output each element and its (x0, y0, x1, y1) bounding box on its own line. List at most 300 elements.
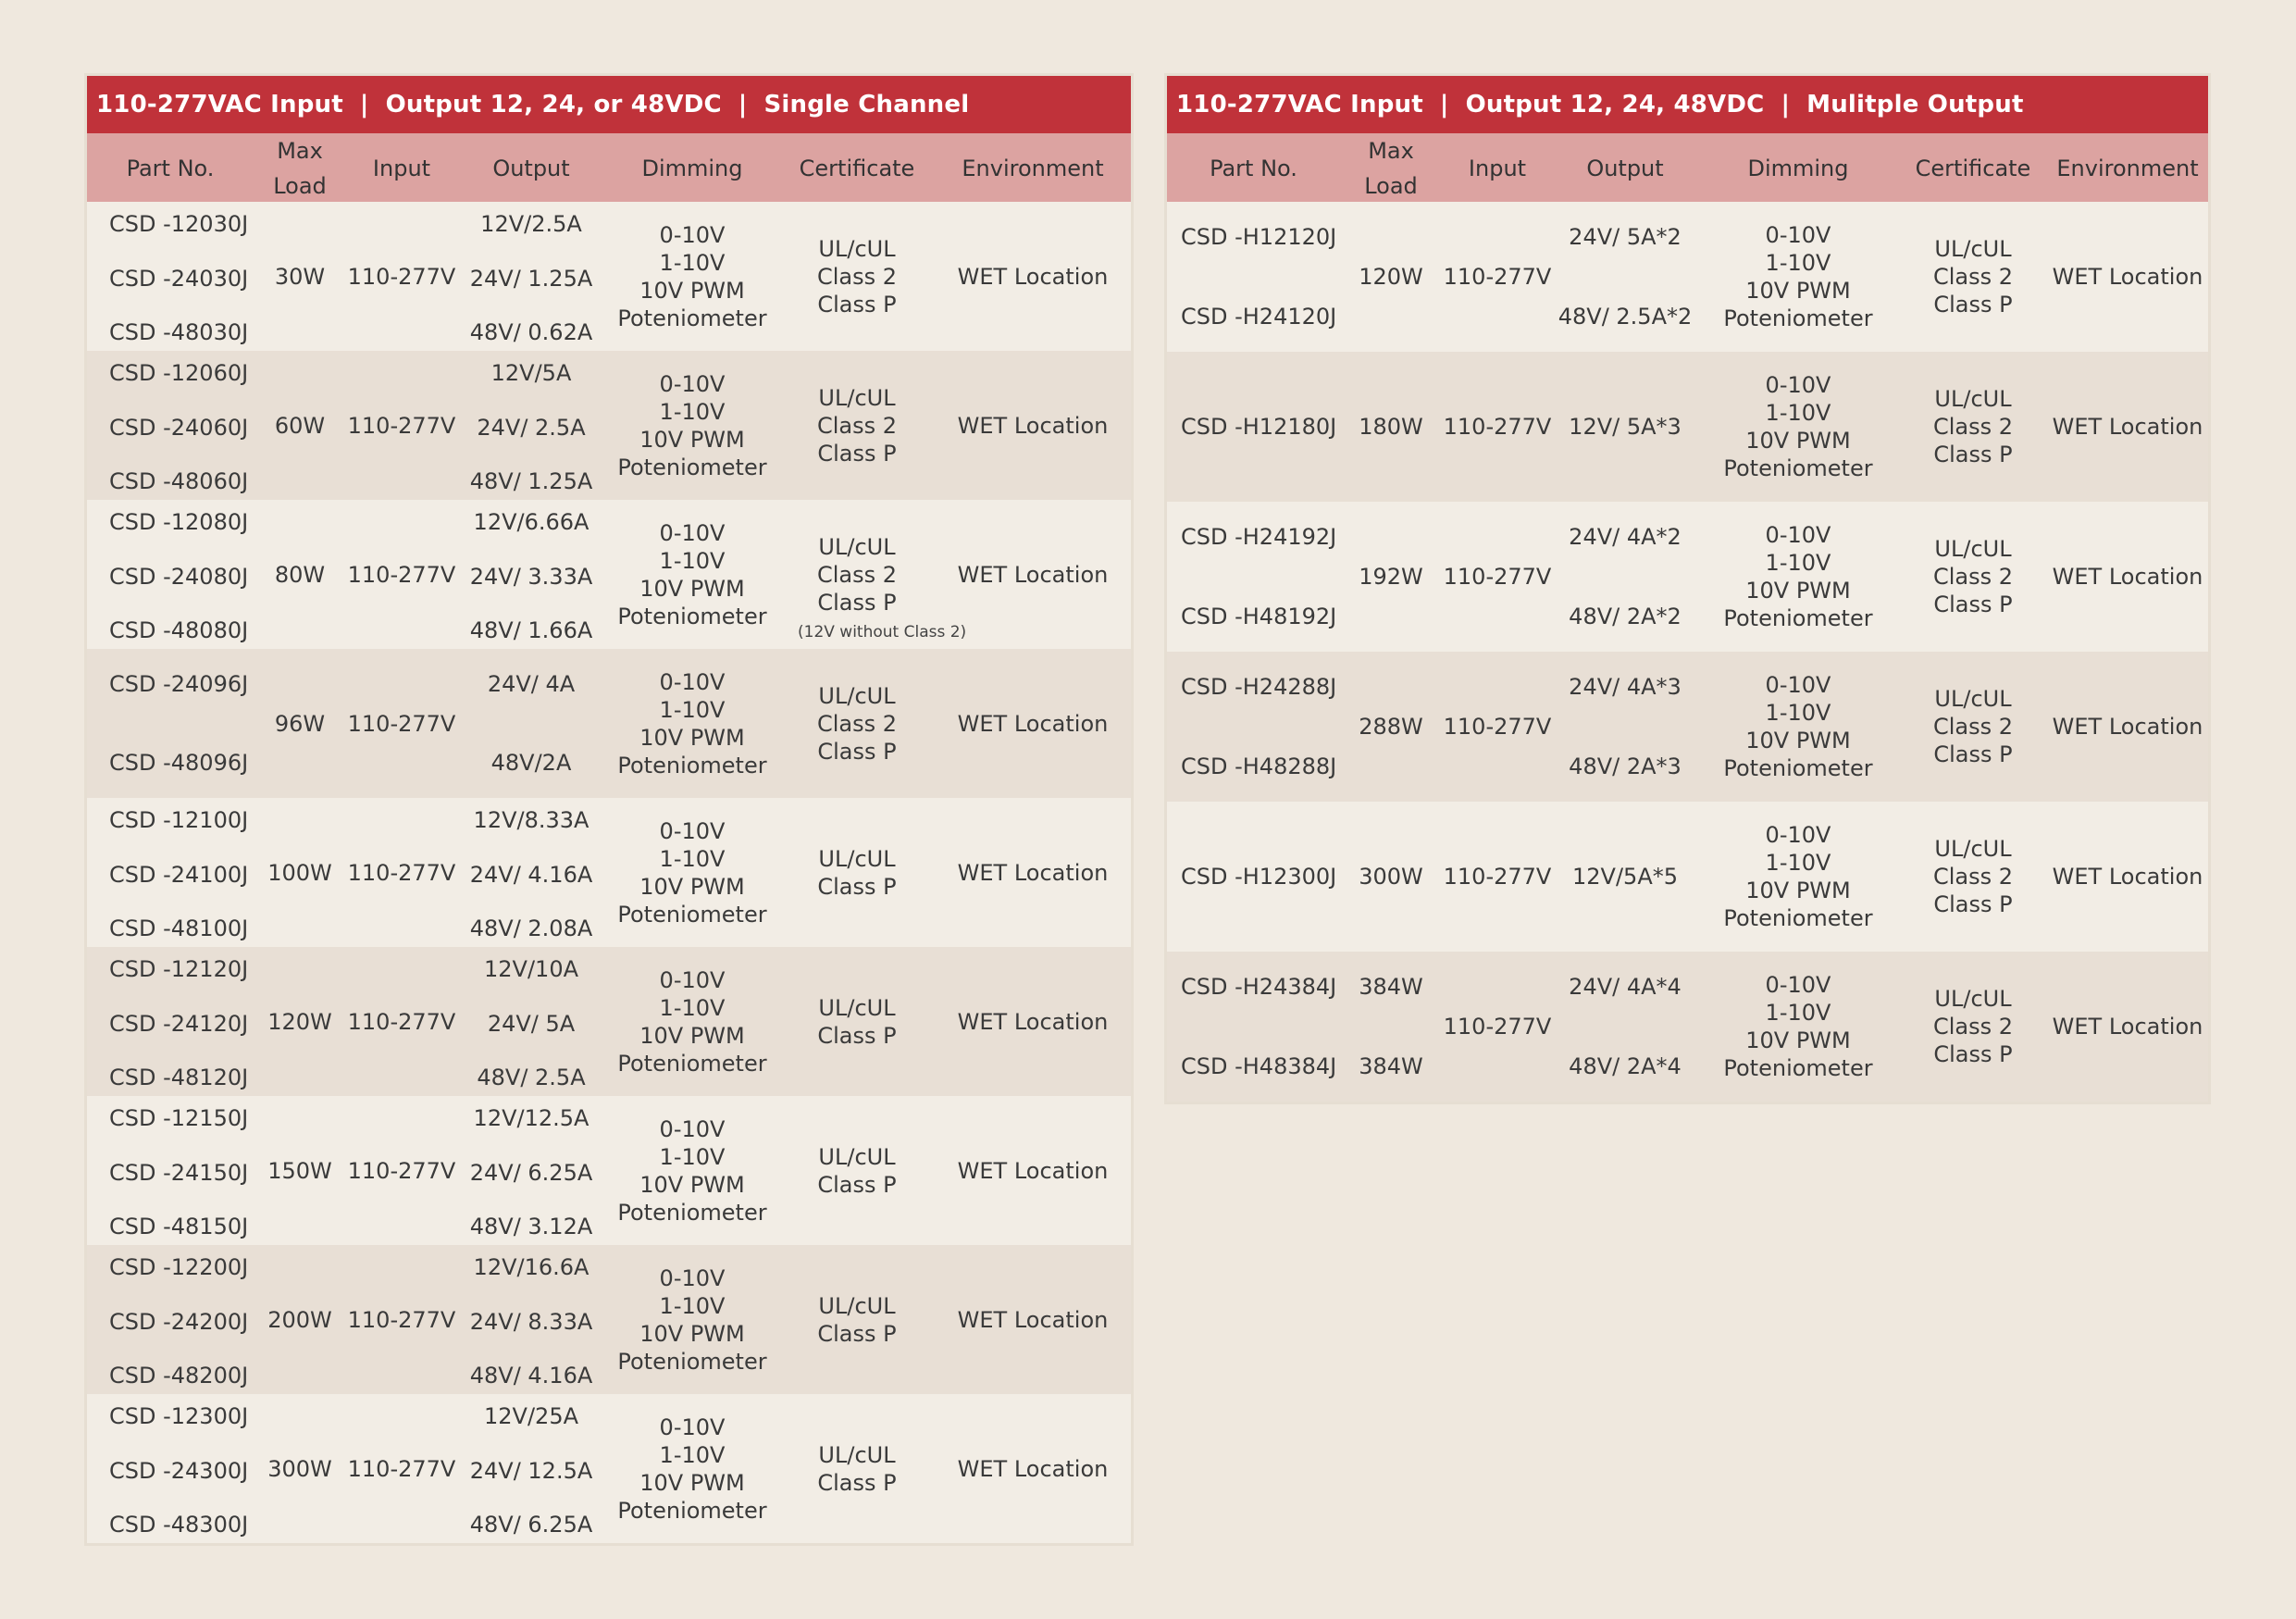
header-output (1553, 151, 1697, 186)
certificate-item: Class 2 (1932, 564, 2014, 590)
header-output-line: Output (492, 156, 570, 181)
part-number-cell (1167, 652, 1340, 802)
product-group-row (87, 1394, 1131, 1543)
environment-rating: WET Location (2052, 1014, 2203, 1040)
title-output-spec: Output 12, 24, or 48VDC (385, 91, 722, 118)
output-rating: 48V/ 1.25A (469, 468, 593, 494)
max-load: 150W (267, 1157, 332, 1184)
certificate-item: Class P (817, 738, 897, 765)
dimming-option: 10V PWM (1745, 878, 1851, 903)
part-number: CSD -48096J (109, 750, 249, 776)
max-load: 100W (267, 859, 332, 886)
part-number-cell (1167, 202, 1340, 352)
part-number-cell (87, 202, 254, 351)
output-rating: 48V/ 3.12A (469, 1214, 593, 1239)
dimming-option: 0-10V (659, 1115, 726, 1142)
dimming-option: 10V PWM (639, 1171, 745, 1198)
dimming-option: 1-10V (659, 249, 726, 276)
part-number-cell (1167, 352, 1340, 502)
dimming-option: Poteniometer (617, 1050, 767, 1077)
output-cell (1553, 802, 1697, 952)
output-cell (457, 947, 605, 1096)
input-voltage: 110-277V (347, 1157, 456, 1184)
dimming-option: Poteniometer (1723, 305, 1873, 331)
certificate-item: Class 2 (1932, 264, 2014, 290)
input-voltage: 110-277V (347, 859, 456, 886)
certificate-item: UL/cUL (818, 1292, 896, 1319)
output-rating: 48V/2A (490, 750, 572, 776)
certificate-cell (779, 1441, 935, 1497)
max-load: 60W (274, 412, 326, 439)
environment-rating: WET Location (2052, 864, 2203, 890)
dimming-cell (605, 370, 779, 481)
output-rating: 48V/ 2A*4 (1569, 1053, 1682, 1079)
dimming-option: 1-10V (1765, 850, 1831, 876)
dimming-option: 1-10V (659, 696, 726, 723)
certificate-item: Class P (1933, 891, 2013, 917)
part-number: CSD -H12120J (1181, 224, 1337, 250)
header-max-load-line: Load (1364, 173, 1418, 199)
header-part-no-line: Part No. (126, 156, 215, 181)
header-max-load-line: Load (273, 173, 327, 199)
header-max-load-line: Max (1368, 138, 1414, 164)
output-rating: 24V/ 4A*2 (1569, 524, 1682, 550)
part-number: CSD -H24288J (1181, 674, 1337, 700)
environment-rating: WET Location (957, 710, 1109, 737)
certificate-cell (779, 1143, 935, 1199)
dimming-option: 0-10V (659, 1414, 726, 1440)
part-number: CSD -12100J (109, 807, 249, 833)
part-number: CSD -24150J (109, 1159, 249, 1186)
certificate-item: UL/cUL (818, 235, 896, 262)
output-rating: 24V/ 12.5A (469, 1457, 593, 1484)
dimming-option: 0-10V (1765, 672, 1831, 698)
part-number-cell (1167, 952, 1340, 1102)
input-voltage: 110-277V (347, 263, 456, 290)
part-number: CSD -48100J (109, 915, 249, 941)
product-group-row (1167, 952, 2208, 1102)
max-load: 288W (1359, 714, 1423, 740)
title-input-spec: 110-277VAC Input (96, 91, 343, 118)
part-number: CSD -24200J (109, 1308, 249, 1335)
header-dimming (1697, 151, 1899, 186)
dimming-option: 1-10V (659, 845, 726, 872)
product-group-row (87, 351, 1131, 500)
dimming-cell (1697, 971, 1899, 1082)
output-cell (1553, 952, 1697, 1102)
part-number: CSD -24096J (109, 671, 249, 697)
output-rating: 48V/ 6.25A (469, 1512, 593, 1538)
part-number: CSD -48080J (109, 617, 249, 643)
header-environment-line: Environment (2056, 156, 2199, 181)
title-output-spec: Output 12, 24, 48VDC (1465, 91, 1765, 118)
part-number: CSD -12120J (109, 956, 249, 982)
table-body (87, 202, 1131, 1543)
output-rating: 12V/2.5A (480, 211, 582, 237)
product-group-row (87, 947, 1131, 1096)
certificate-item: Class 2 (816, 710, 898, 737)
part-number-cell (87, 1096, 254, 1245)
dimming-option: 0-10V (1765, 822, 1831, 848)
certificate-item: UL/cUL (1934, 386, 2012, 412)
max-load: 384W (1359, 1053, 1423, 1079)
table-body (1167, 202, 2208, 1102)
dimming-option: 1-10V (1765, 250, 1831, 276)
environment-rating: WET Location (2052, 564, 2203, 590)
certificate-cell (779, 682, 935, 766)
product-group-row (1167, 352, 2208, 502)
max-load: 300W (1359, 864, 1423, 890)
output-rating: 24V/ 4A (487, 671, 576, 697)
dimming-option: Poteniometer (617, 901, 767, 928)
single-channel-table (87, 76, 1131, 1543)
title-channel-type: Mulitple Output (1806, 91, 2024, 118)
output-rating: 24V/ 4A*3 (1569, 674, 1682, 700)
output-rating: 12V/12.5A (473, 1105, 590, 1131)
product-group-row (87, 798, 1131, 947)
output-rating: 12V/ 5A*3 (1569, 414, 1682, 440)
header-input (1442, 151, 1553, 186)
dimming-option: Poteniometer (617, 454, 767, 480)
output-rating: 24V/ 4.16A (469, 861, 593, 888)
product-group-row (1167, 502, 2208, 652)
environment-rating: WET Location (957, 859, 1109, 886)
output-rating: 48V/ 0.62A (469, 319, 593, 345)
dimming-option: 10V PWM (1745, 1027, 1851, 1053)
dimming-option: 1-10V (659, 398, 726, 425)
dimming-option: 0-10V (1765, 972, 1831, 998)
certificate-item: UL/cUL (1934, 686, 2012, 712)
product-group-row (87, 1245, 1131, 1394)
dimming-cell (605, 221, 779, 332)
product-group-row (87, 1096, 1131, 1245)
certificate-cell (1899, 835, 2047, 918)
dimming-option: 0-10V (659, 966, 726, 993)
column-header-row (87, 133, 1131, 202)
dimming-cell (1697, 671, 1899, 782)
dimming-option: 0-10V (659, 370, 726, 397)
environment-rating: WET Location (2052, 264, 2203, 290)
dimming-option: Poteniometer (1723, 755, 1873, 781)
max-load: 192W (1359, 564, 1423, 590)
environment-rating: WET Location (957, 1008, 1109, 1035)
input-voltage: 110-277V (347, 412, 456, 439)
dimming-option: 1-10V (659, 1441, 726, 1468)
part-number: CSD -48150J (109, 1214, 249, 1239)
title-channel-type: Single Channel (763, 91, 970, 118)
header-max-load (1340, 133, 1442, 204)
dimming-cell (605, 668, 779, 779)
dimming-option: 1-10V (1765, 400, 1831, 426)
header-max-load (254, 133, 346, 204)
output-rating: 24V/ 5A (487, 1010, 576, 1037)
output-cell (1553, 352, 1697, 502)
dimming-cell (605, 1264, 779, 1376)
part-number: CSD -12150J (109, 1105, 249, 1131)
dimming-option: 0-10V (659, 221, 726, 248)
dimming-cell (1697, 521, 1899, 632)
dimming-option: 10V PWM (1745, 728, 1851, 753)
part-number-cell (87, 798, 254, 947)
input-voltage: 110-277V (1443, 264, 1552, 290)
header-output (457, 151, 605, 186)
certificate-item: Class 2 (1932, 1014, 2014, 1040)
output-rating: 48V/ 2.5A (477, 1065, 586, 1090)
dimming-option: 10V PWM (639, 426, 745, 453)
product-group-row (87, 202, 1131, 351)
part-number: CSD -24120J (109, 1010, 249, 1037)
certificate-cell (1899, 685, 2047, 768)
output-rating: 48V/ 2.08A (469, 915, 593, 941)
certificate-item: Class 2 (1932, 714, 2014, 740)
output-cell (457, 649, 605, 798)
header-part-no (87, 151, 254, 186)
part-number-cell (87, 947, 254, 1096)
environment-rating: WET Location (957, 412, 1109, 439)
dimming-option: 1-10V (1765, 1000, 1831, 1026)
dimming-option: Poteniometer (1723, 905, 1873, 931)
certificate-item: Class P (1933, 292, 2013, 318)
dimming-cell (605, 1115, 779, 1227)
dimming-option: Poteniometer (617, 603, 767, 629)
product-group-row (87, 500, 1131, 649)
part-number: CSD -H24120J (1181, 304, 1337, 330)
dimming-cell (605, 817, 779, 928)
part-number: CSD -H12180J (1181, 414, 1337, 440)
output-rating: 12V/5A (490, 360, 572, 386)
header-dimming-line: Dimming (641, 156, 743, 181)
certificate-item: UL/cUL (818, 682, 896, 709)
output-rating: 24V/ 5A*2 (1569, 224, 1682, 250)
output-rating: 12V/6.66A (473, 509, 590, 535)
dimming-option: 1-10V (659, 1292, 726, 1319)
certificate-cell (779, 994, 935, 1050)
output-rating: 24V/ 6.25A (469, 1159, 593, 1186)
part-number: CSD -24080J (109, 563, 249, 590)
dimming-option: 0-10V (659, 519, 726, 546)
output-rating: 12V/25A (484, 1403, 578, 1429)
certificate-item: UL/cUL (818, 1441, 896, 1468)
output-rating: 48V/ 1.66A (469, 617, 593, 643)
output-cell (457, 1096, 605, 1245)
part-number-cell (87, 351, 254, 500)
part-number: CSD -48030J (109, 319, 249, 345)
part-number: CSD -12200J (109, 1254, 249, 1280)
max-load: 300W (267, 1455, 332, 1482)
certificate-item: UL/cUL (818, 384, 896, 411)
certificate-item: Class 2 (816, 561, 898, 588)
table-title-bar (87, 76, 1131, 133)
output-rating: 24V/ 4A*4 (1569, 974, 1682, 1000)
part-number: CSD -H48192J (1181, 604, 1337, 629)
output-rating: 24V/ 3.33A (469, 563, 593, 590)
dimming-option: Poteniometer (1723, 1055, 1873, 1081)
multiple-output-table (1167, 76, 2208, 1102)
part-number: CSD -12080J (109, 509, 249, 535)
certificate-item: UL/cUL (818, 533, 896, 560)
part-number: CSD -H24384J (1181, 974, 1337, 1000)
part-number: CSD -12300J (109, 1403, 249, 1429)
dimming-option: 1-10V (1765, 550, 1831, 576)
certificate-item: UL/cUL (1934, 236, 2012, 262)
certificate-item: Class P (817, 1022, 897, 1049)
input-voltage: 110-277V (1443, 1014, 1552, 1040)
max-load: 96W (274, 710, 326, 737)
part-number: CSD -48200J (109, 1363, 249, 1389)
part-number: CSD -H48288J (1181, 753, 1337, 779)
dimming-option: Poteniometer (617, 305, 767, 331)
output-rating: 48V/ 2A*2 (1569, 604, 1682, 629)
dimming-cell (605, 966, 779, 1077)
dimming-option: 1-10V (659, 994, 726, 1021)
input-voltage: 110-277V (347, 1008, 456, 1035)
output-rating: 48V/ 2A*3 (1569, 753, 1682, 779)
environment-rating: WET Location (957, 263, 1109, 290)
header-input-line: Input (372, 156, 431, 181)
certificate-item: Class P (1933, 1041, 2013, 1067)
header-part-no-line: Part No. (1210, 156, 1297, 181)
dimming-option: 0-10V (1765, 222, 1831, 248)
dimming-option: 10V PWM (639, 575, 745, 602)
title-separator: | (1439, 91, 1449, 118)
header-dimming (605, 151, 779, 186)
part-number: CSD -48120J (109, 1065, 249, 1090)
dimming-option: Poteniometer (1723, 455, 1873, 481)
output-cell (457, 798, 605, 947)
output-cell (1553, 202, 1697, 352)
certificate-item: UL/cUL (1934, 836, 2012, 862)
max-load: 200W (267, 1306, 332, 1333)
header-part-no (1167, 151, 1340, 186)
output-rating: 24V/ 8.33A (469, 1308, 593, 1335)
output-cell (1553, 502, 1697, 652)
dimming-option: 0-10V (659, 668, 726, 695)
certificate-cell (1899, 985, 2047, 1068)
header-certificate-line: Certificate (1915, 156, 2031, 181)
part-number-cell (87, 500, 254, 649)
dimming-cell (1697, 221, 1899, 332)
header-dimming-line: Dimming (1747, 156, 1849, 181)
dimming-option: 10V PWM (1745, 428, 1851, 454)
column-header-row (1167, 133, 2208, 202)
environment-rating: WET Location (2052, 414, 2203, 440)
dimming-option: 10V PWM (639, 1469, 745, 1496)
certificate-cell (1899, 385, 2047, 468)
max-load: 120W (1359, 264, 1423, 290)
certificate-cell (779, 235, 935, 318)
header-certificate (1899, 151, 2047, 186)
certificate-item: Class P (1933, 592, 2013, 617)
input-voltage: 110-277V (347, 710, 456, 737)
part-number: CSD -12060J (109, 360, 249, 386)
part-number-cell (87, 649, 254, 798)
dimming-option: 0-10V (659, 817, 726, 844)
output-cell (457, 1394, 605, 1543)
max-load: 80W (274, 561, 326, 588)
output-rating: 12V/16.6A (473, 1254, 590, 1280)
max-load: 384W (1359, 974, 1423, 1000)
header-max-load-line: Max (277, 138, 323, 164)
certificate-item: Class 2 (1932, 864, 2014, 890)
certificate-item: Class P (817, 440, 897, 467)
dimming-option: 10V PWM (639, 724, 745, 751)
input-voltage: 110-277V (1443, 414, 1552, 440)
environment-rating: WET Location (957, 1455, 1109, 1482)
title-separator: | (359, 91, 369, 118)
dimming-cell (605, 519, 779, 630)
certificate-item: Class P (817, 1469, 897, 1496)
output-cell (457, 1245, 605, 1394)
certificate-item: Class P (1933, 442, 2013, 467)
header-environment (935, 151, 1131, 186)
input-voltage: 110-277V (347, 561, 456, 588)
output-cell (457, 202, 605, 351)
dimming-option: Poteniometer (1723, 605, 1873, 631)
part-number: CSD -H12300J (1181, 864, 1337, 890)
dimming-option: 1-10V (1765, 700, 1831, 726)
certificate-item: UL/cUL (1934, 986, 2012, 1012)
output-rating: 48V/ 4.16A (469, 1363, 593, 1389)
max-load-cell (1340, 952, 1442, 1102)
dimming-option: 0-10V (1765, 372, 1831, 398)
input-voltage: 110-277V (1443, 864, 1552, 890)
certificate-item: UL/cUL (1934, 536, 2012, 562)
certificate-note: (12V without Class 2) (798, 623, 967, 641)
output-rating: 12V/8.33A (473, 807, 590, 833)
dimming-option: 1-10V (659, 547, 726, 574)
dimming-cell (1697, 371, 1899, 482)
certificate-item: Class 2 (1932, 414, 2014, 440)
input-voltage: 110-277V (347, 1455, 456, 1482)
dimming-option: 10V PWM (639, 873, 745, 900)
part-number: CSD -48060J (109, 468, 249, 494)
output-rating: 12V/5A*5 (1572, 864, 1678, 890)
part-number: CSD -24060J (109, 414, 249, 441)
dimming-option: 0-10V (659, 1264, 726, 1291)
certificate-cell (779, 384, 935, 467)
part-number: CSD -24300J (109, 1457, 249, 1484)
header-environment-line: Environment (962, 156, 1104, 181)
certificate-item: Class 2 (816, 412, 898, 439)
certificate-cell (779, 845, 935, 901)
certificate-item: UL/cUL (818, 845, 896, 872)
max-load: 30W (274, 263, 326, 290)
dimming-cell (605, 1414, 779, 1525)
title-input-spec: 110-277VAC Input (1176, 91, 1423, 118)
table-title-bar (1167, 76, 2208, 133)
part-number-cell (1167, 802, 1340, 952)
dimming-option: Poteniometer (617, 1199, 767, 1226)
certificate-item: Class P (817, 291, 897, 318)
part-number: CSD -48300J (109, 1512, 249, 1538)
certificate-cell (1899, 535, 2047, 618)
part-number: CSD -H48384J (1181, 1053, 1337, 1079)
max-load: 120W (267, 1008, 332, 1035)
dimming-option: 10V PWM (639, 277, 745, 304)
certificate-item: Class P (1933, 741, 2013, 767)
part-number-cell (1167, 502, 1340, 652)
certificate-item: Class P (817, 1171, 897, 1198)
output-cell (457, 351, 605, 500)
dimming-cell (1697, 821, 1899, 932)
title-separator: | (1781, 91, 1791, 118)
header-output-line: Output (1586, 156, 1664, 181)
certificate-item: UL/cUL (818, 1143, 896, 1170)
dimming-option: 10V PWM (1745, 578, 1851, 604)
input-voltage: 110-277V (1443, 564, 1552, 590)
dimming-option: 10V PWM (639, 1022, 745, 1049)
dimming-option: 1-10V (659, 1143, 726, 1170)
